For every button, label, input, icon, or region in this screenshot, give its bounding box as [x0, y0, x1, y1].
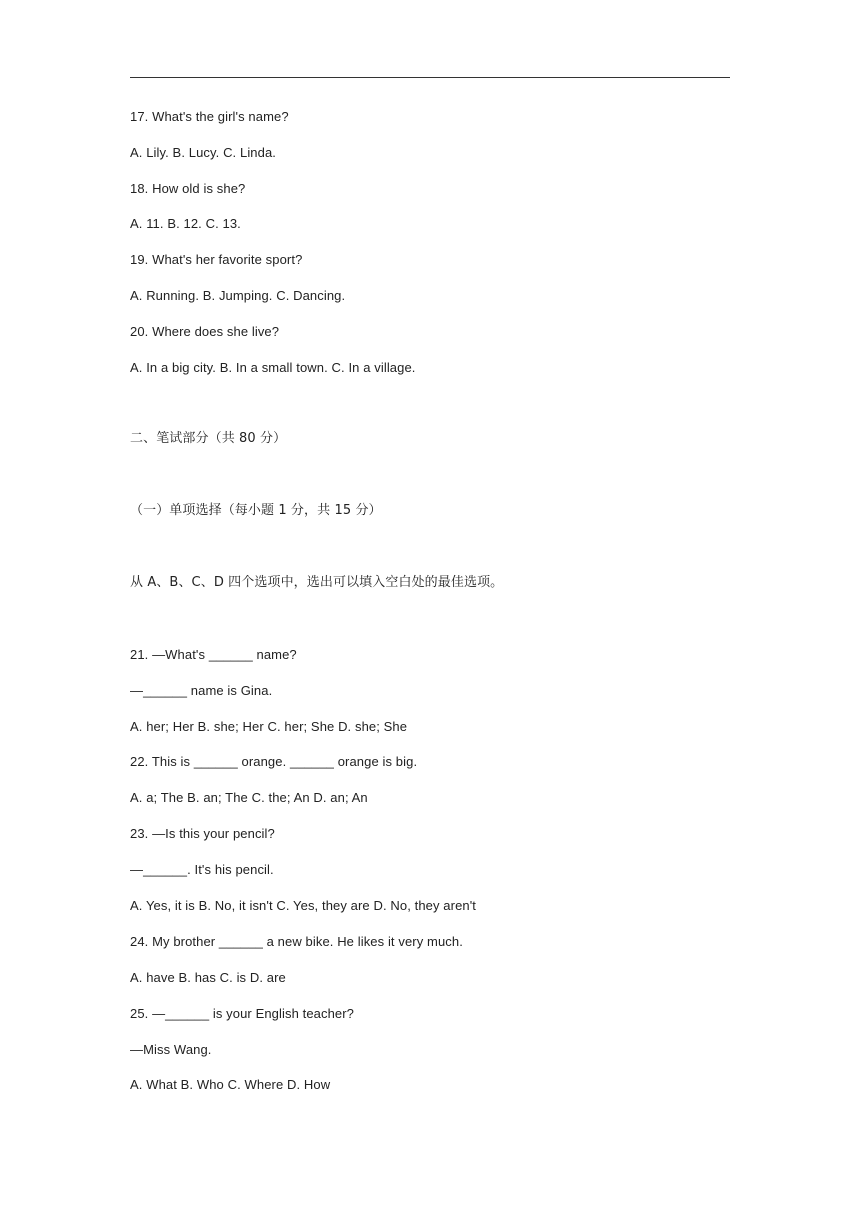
question-21-reply: —______ name is Gina.: [130, 683, 273, 698]
question-19: 19. What's her favorite sport?: [130, 252, 303, 267]
question-18: 18. How old is she?: [130, 181, 246, 196]
section-title: 二、笔试部分（共 80 分）: [130, 431, 287, 446]
options-23: A. Yes, it is B. No, it isn't C. Yes, they are D. No, they aren't: [130, 898, 477, 913]
question-23: 23. —Is this your pencil?: [130, 826, 275, 841]
question-23-reply: —______. It's his pencil.: [130, 862, 274, 877]
options-18: A. 11. B. 12. C. 13.: [130, 216, 241, 231]
options-20: A. In a big city. B. In a small town. C. In a village.: [130, 360, 416, 375]
question-17: 17. What's the girl's name?: [130, 109, 289, 124]
header-rule: [130, 77, 730, 78]
options-22: A. a; The B. an; The C. the; An D. an; An: [130, 790, 368, 805]
question-21: 21. —What's ______ name?: [130, 647, 297, 662]
question-20: 20. Where does she live?: [130, 324, 280, 339]
options-25: A. What B. Who C. Where D. How: [130, 1077, 331, 1092]
question-25-reply: —Miss Wang.: [130, 1042, 212, 1057]
subsection-title: （一）单项选择（每小题 1 分，共 15 分）: [130, 503, 382, 518]
options-17: A. Lily. B. Lucy. C. Linda.: [130, 145, 277, 160]
options-24: A. have B. has C. is D. are: [130, 970, 286, 985]
question-22: 22. This is ______ orange. ______ orange is big.: [130, 754, 418, 769]
options-19: A. Running. B. Jumping. C. Dancing.: [130, 288, 346, 303]
instruction-text: 从 A、B、C、D 四个选项中，选出可以填入空白处的最佳选项。: [130, 575, 504, 590]
options-21: A. her; Her B. she; Her C. her; She D. she; She: [130, 719, 408, 734]
question-25: 25. —______ is your English teacher?: [130, 1006, 355, 1021]
question-24: 24. My brother ______ a new bike. He likes it very much.: [130, 934, 463, 949]
